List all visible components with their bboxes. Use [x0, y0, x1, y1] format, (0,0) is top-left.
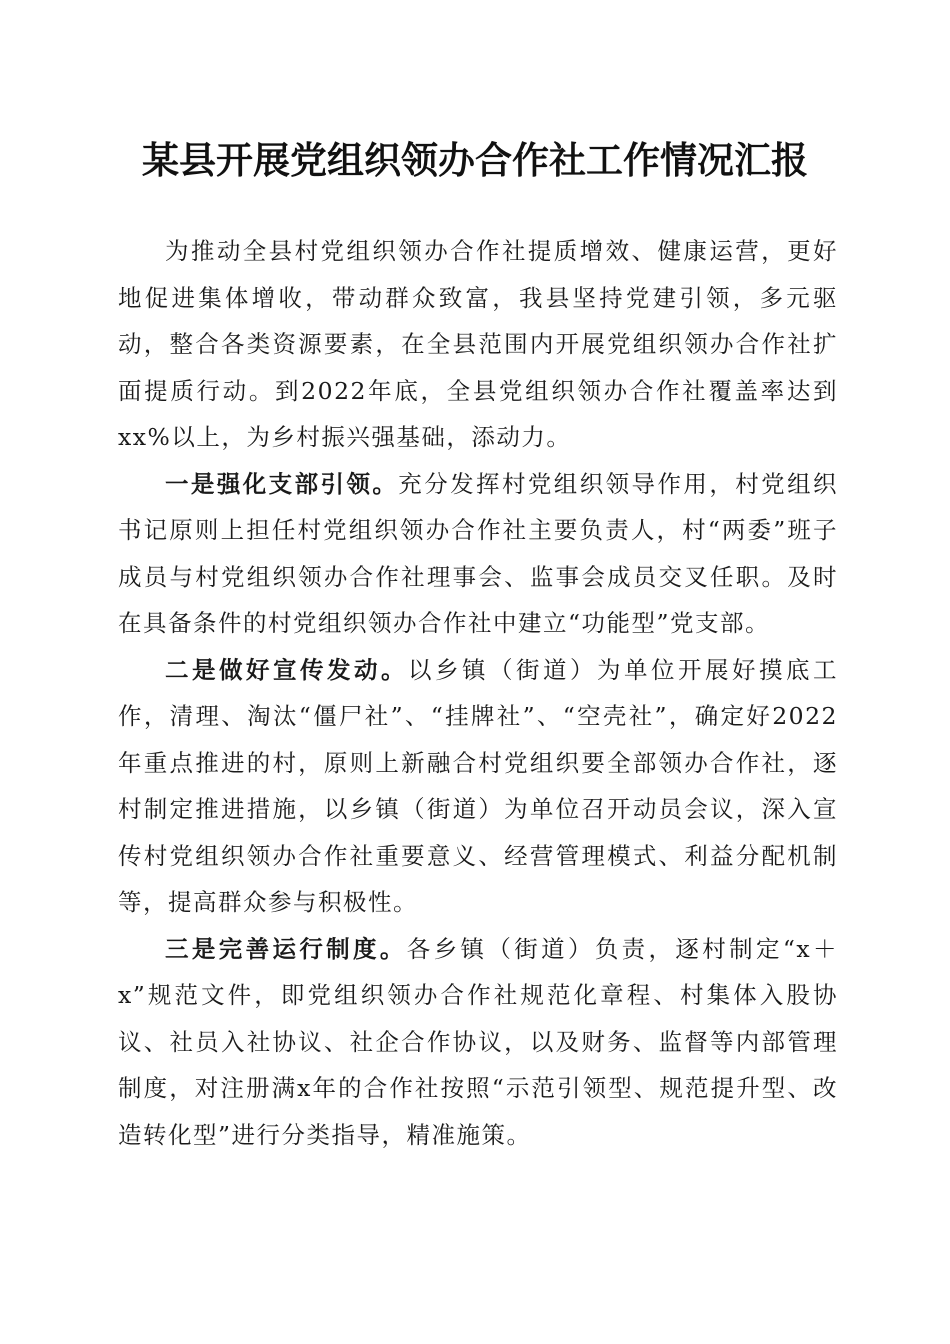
- section-lead-3: 三是完善运行制度。: [165, 934, 407, 963]
- document-title: 某县开展党组织领办合作社工作情况汇报: [142, 138, 808, 182]
- section-paragraph-3: [118, 926, 838, 1159]
- section-text-3: 各乡镇（街道）负责，逐村制定“x＋x”规范文件，即党组织领办合作社规范化章程、村集体入股协议、社员入社协议、社企合作协议，以及财务、监督等内部管理制度，对注册满x年的合作社按照“示范引领型、规范提升型、改造转化型”进行分类指导，精准施策。: [118, 934, 838, 1149]
- intro-paragraph: 为推动全县村党组织领办合作社提质增效、健康运营，更好地促进集体增收，带动群众致富，我县坚持党建引领，多元驱动，整合各类资源要素，在全县范围内开展党组织领办合作社扩面提质行动。到2022年底，全县党组织领办合作社覆盖率达到xx%以上，为乡村振兴强基础，添动力。: [118, 237, 838, 451]
- section-text-1: 充分发挥村党组织领导作用，村党组织书记原则上担任村党组织领办合作社主要负责人，村“两委”班子成员与村党组织领办合作社理事会、监事会成员交叉任职。及时在具备条件的村党组织领办合作社中建立“功能型”党支部。: [118, 469, 839, 637]
- section-paragraph-1: [118, 461, 838, 647]
- section-lead-1: 一是强化支部引领。: [165, 469, 399, 498]
- document-body: [118, 228, 838, 1158]
- section-lead-2: 二是做好宣传发动。: [165, 655, 408, 684]
- section-paragraph-2: [118, 647, 838, 926]
- section-text-2: 以乡镇（街道）为单位开展好摸底工作，清理、淘汰“僵尸社”、“挂牌社”、“空壳社”，确定好2022年重点推进的村，原则上新融合村党组织要全部领办合作社，逐村制定推进措施，以乡镇（街道）为单位召开动员会议，深入宣传村党组织领办合作社重要意义、经营管理模式、利益分配机制等，提高群众参与积极性。: [118, 655, 838, 916]
